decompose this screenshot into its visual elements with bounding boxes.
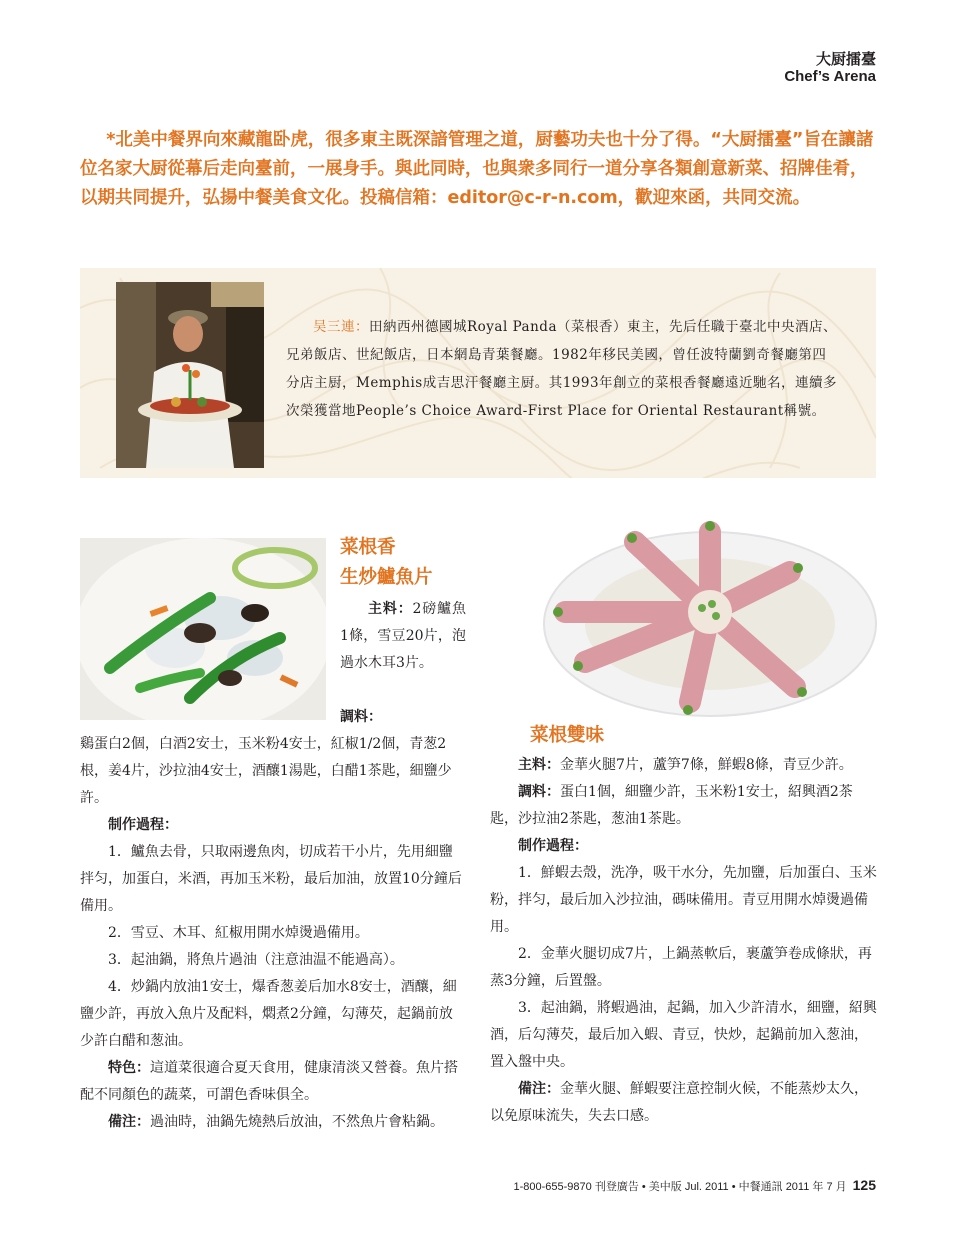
- recipe2-step-2: 2．金華火腿切成7片，上鍋蒸軟后，裹蘆笋卷成條狀，再蒸3分鐘，后置盤。: [490, 946, 872, 989]
- recipe1-title-line1: 菜根香: [340, 537, 396, 558]
- recipe1-season-text: 鷄蛋白2個，白酒2安士，玉米粉4安士，紅椒1/2個，青葱2根，姜4片，沙拉油4安士，酒釀1湯匙，白醋1茶匙，細鹽少許。: [80, 736, 452, 806]
- section-title-en: Chef’s Arena: [784, 68, 876, 85]
- footer-text: 1-800-655-9870 刊登廣告 • 美中版 Jul. 2011 • 中餐通訊 2011 年 7 月: [513, 1181, 847, 1193]
- recipe2-main-label: 主料：: [518, 757, 560, 773]
- page-number: 125: [852, 1177, 876, 1193]
- recipe1-step-2: 2．雪豆、木耳、紅椒用開水焯燙過備用。: [108, 925, 369, 941]
- recipe1-title-line2: 生炒鱸魚片: [340, 567, 433, 588]
- section-title-cn: 大厨擂臺: [815, 50, 876, 68]
- recipe1-main-text: 2磅鱸魚1條，雪豆20片，泡過水木耳3片。: [340, 601, 466, 671]
- recipe1-method-label: 制作過程：: [108, 817, 178, 833]
- chef-bio-text: 田納西州德國城Royal Panda（菜根香）東主，先后任職于臺北中央酒店、兄弟飯店、世紀飯店，日本網島青葉餐廳。1982年移民美國，曾任波特蘭劉奇餐廳第四分店主厨，Memphis成吉思汗餐廳主厨。其1993年創立的菜根香餐廳遠近馳名，連續多次榮獲當地People’s Choice Award-First Place for Oriental Restaurant稱號。: [286, 319, 838, 419]
- recipe1-main-label: 主料：: [368, 601, 413, 617]
- recipe1-season-label: 調料：: [340, 709, 382, 725]
- recipe2-title: 菜根雙味: [530, 725, 605, 746]
- recipe1-ingredients-narrow: [340, 596, 466, 677]
- recipe2-note-text: 金華火腿、鮮蝦要注意控制火候，不能蒸炒太久，以免原味流失，失去口感。: [490, 1081, 868, 1124]
- recipe2-step-3: 3．起油鍋，將蝦過油，起鍋，加入少許清水，細鹽，紹興酒，后勾薄芡，最后加入蝦、青豆，快炒，起鍋前加入葱油，置入盤中央。: [490, 1000, 877, 1070]
- intro-paragraph: *北美中餐界向來藏龍卧虎，很多東主既深諳管理之道，厨藝功夫也十分了得。“大厨擂臺”旨在讓諸位名家大厨從幕后走向臺前，一展身手。與此同時，也與衆多同行一道分享各類創意新菜、招牌佳肴，以期共同提升，弘揚中餐美食文化。投稿信箱：editor@c-r-n.com，歡迎來函，共同交流。: [80, 130, 874, 208]
- recipe1-body: [80, 704, 466, 1136]
- recipe1-feature-label: 特色：: [108, 1060, 150, 1076]
- recipe2-step-1: 1．鮮蝦去殼，洗净，吸干水分，先加鹽，后加蛋白、玉米粉，拌匀，最后加入沙拉油，碼味備用。青豆用開水焯燙過備用。: [490, 865, 877, 935]
- chef-photo: [116, 282, 264, 468]
- dish2-photo: [540, 512, 880, 722]
- recipe2-season-label: 調料：: [518, 784, 560, 800]
- recipe2-method-label: 制作過程：: [518, 838, 588, 854]
- recipe1-feature-text: 這道菜很適合夏天食用，健康清淡又營養。魚片搭配不同顏色的蔬菜，可謂色香味俱全。: [80, 1060, 458, 1103]
- recipe1-step-3: 3．起油鍋，將魚片過油（注意油温不能過高）。: [108, 952, 404, 968]
- recipe1-note-text: 過油時，油鍋先燒熱后放油，不然魚片會粘鍋。: [150, 1114, 444, 1130]
- chef-name: 吴三連：: [313, 319, 369, 335]
- dish1-photo: [80, 538, 326, 720]
- recipe2-season-text: 蛋白1個，細鹽少許，玉米粉1安士，紹興酒2茶匙，沙拉油2茶匙，葱油1茶匙。: [490, 784, 853, 827]
- recipe1-step-1: 1．鱸魚去骨，只取兩邊魚肉，切成若干小片，先用細鹽拌匀，加蛋白，米酒，再加玉米粉，最后加油，放置10分鐘后備用。: [80, 844, 462, 914]
- recipe1-note-label: 備注：: [108, 1114, 150, 1130]
- chef-bio: [286, 313, 838, 425]
- recipe2-body: [490, 752, 878, 1130]
- recipe2-note-label: 備注：: [518, 1081, 560, 1097]
- page-footer: [513, 1177, 876, 1194]
- recipe2-main-text: 金華火腿7片，蘆笋7條，鮮蝦8條，青豆少許。: [560, 757, 853, 773]
- recipe1-step-4: 4．炒鍋内放油1安士，爆香葱姜后加水8安士，酒釀，細鹽少許，再放入魚片及配料，燜煮2分鐘，勾薄芡，起鍋前放少許白醋和葱油。: [80, 979, 457, 1049]
